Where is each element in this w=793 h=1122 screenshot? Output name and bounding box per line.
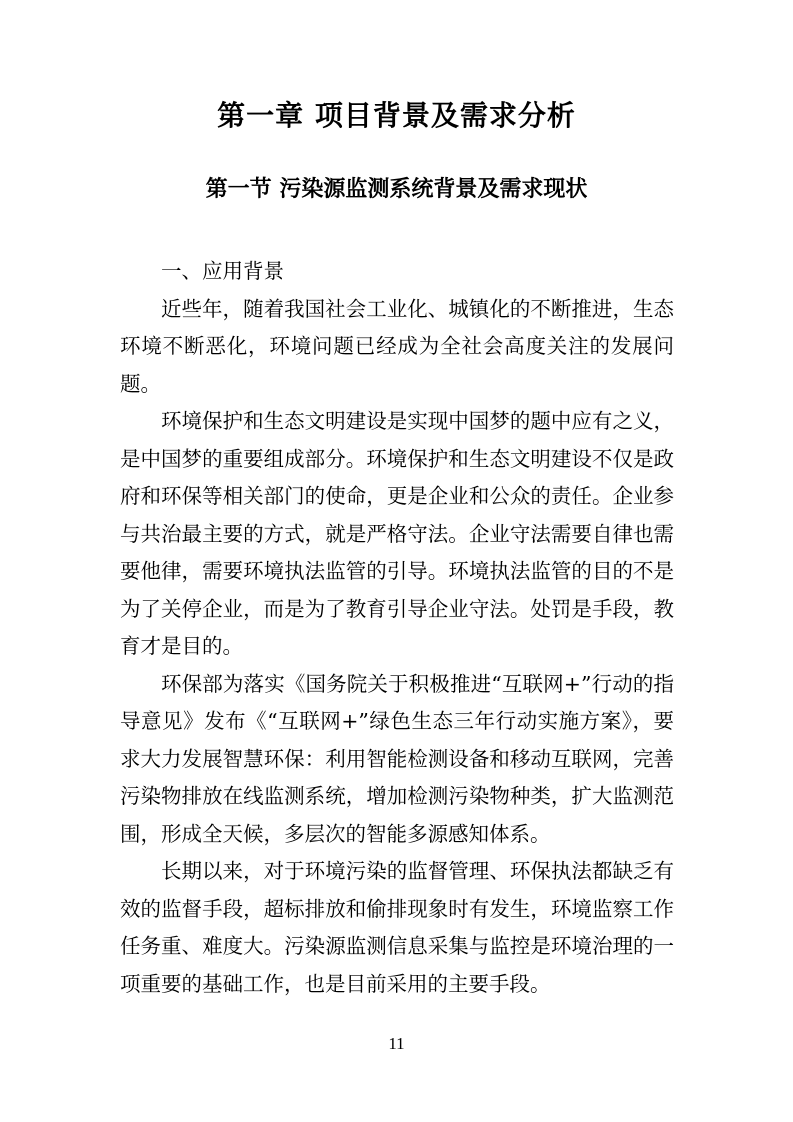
paragraph: 环保部为落实《国务院关于积极推进“互联网+”行动的指导意见》发布《“互联网+”绿色生态三年行动实施方案》，要求大力发展智慧环保：利用智能检测设备和移动互联网，完善污染物排放在线监测系统，增加检测污染物种类，扩大监测范围，形成全天候，多层次的智能多源感知体系。 <box>120 671 674 846</box>
paragraph: 长期以来，对于环境污染的监督管理、环保执法都缺乏有效的监督手段，超标排放和偷排现象时有发生，环境监察工作任务重、难度大。污染源监测信息采集与监控是环境治理的一项重要的基础工作，也是目前采用的主要手段。 <box>120 859 674 996</box>
paragraph: 近些年，随着我国社会工业化、城镇化的不断推进，生态环境不断恶化，环境问题已经成为全社会高度关注的发展问题。 <box>120 296 674 396</box>
subheading-application-background: 一、应用背景 <box>161 259 284 283</box>
section-title: 第一节 污染源监测系统背景及需求现状 <box>205 177 588 202</box>
body-text <box>120 253 674 1003</box>
chapter-title: 第一章 项目背景及需求分析 <box>217 99 576 132</box>
page-number: 11 <box>388 1034 405 1053</box>
paragraph: 环境保护和生态文明建设是实现中国梦的题中应有之义，是中国梦的重要组成部分。环境保护和生态文明建设不仅是政府和环保等相关部门的使命，更是企业和公众的责任。企业参与共治最主要的方式，就是严格守法。企业守法需要自律也需要他律，需要环境执法监管的引导。环境执法监管的目的不是为了关停企业，而是为了教育引导企业守法。处罚是手段，教育才是目的。 <box>120 409 674 658</box>
